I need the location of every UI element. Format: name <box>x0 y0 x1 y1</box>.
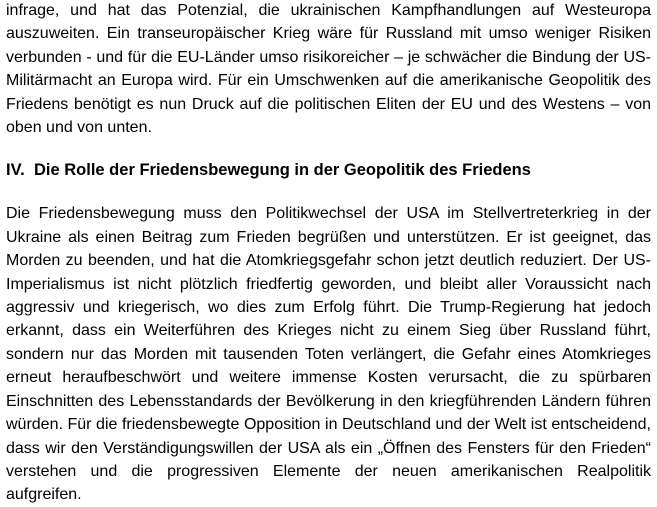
paragraph-body: Die Friedensbewegung muss den Politikwechsel der USA im Stellvertreterkrieg in der Ukraine als einen Beitrag zum Frieden begrüßen und unterstützen. Er ist geeignet, das Morden zu beenden, und hat die Atomkriegsgefahr schon jetzt deutlich reduziert. Der US-Imperialismus ist nicht plötzlich friedfertig geworden, und bleibt aller Voraussicht nach aggressiv und kriegerisch, wo dies zum Erfolg führt. Die Trump-Regierung hat jedoch erkannt, dass ein Weiterführen des Krieges nicht zu einem Sieg über Russland führt, sondern nur das Morden mit tausenden Toten verlängert, die Gefahr eines Atomkrieges erneut heraufbeschwört und weitere immense Kosten verursacht, die zu spürbaren Einschnitten des Lebensstandards der Bevölkerung in den kriegführenden Ländern führen würden. Für die friedensbewegte Opposition in Deutschland und der Welt ist entscheidend, dass wir den Verständigungswillen der USA als ein „Öffnen des Fensters für den Frieden“ verstehen und die progressiven Elemente der neuen amerikanischen Realpolitik aufgreifen. <box>6 205 651 504</box>
section-title: Die Rolle der Friedensbewegung in der Geopolitik des Friedens <box>34 161 531 180</box>
section-number: IV. <box>6 161 25 180</box>
document-page <box>6 0 651 507</box>
paragraph-top: infrage, und hat das Potenzial, die ukrainischen Kampfhandlungen auf Westeuropa auszuweiten. Ein transeuropäischer Krieg wäre für Russland mit umso weniger Risiken verbunden - und für die EU-Länder umso risikoreicher – je schwächer die Bindung der US-Militärmacht an Europa wird. Für ein Umschwenken auf die amerikanische Geopolitik des Friedens benötigt es nun Druck auf die politischen Eliten der EU und des Westens – von oben und von unten. <box>6 2 651 137</box>
section-heading <box>6 159 651 182</box>
